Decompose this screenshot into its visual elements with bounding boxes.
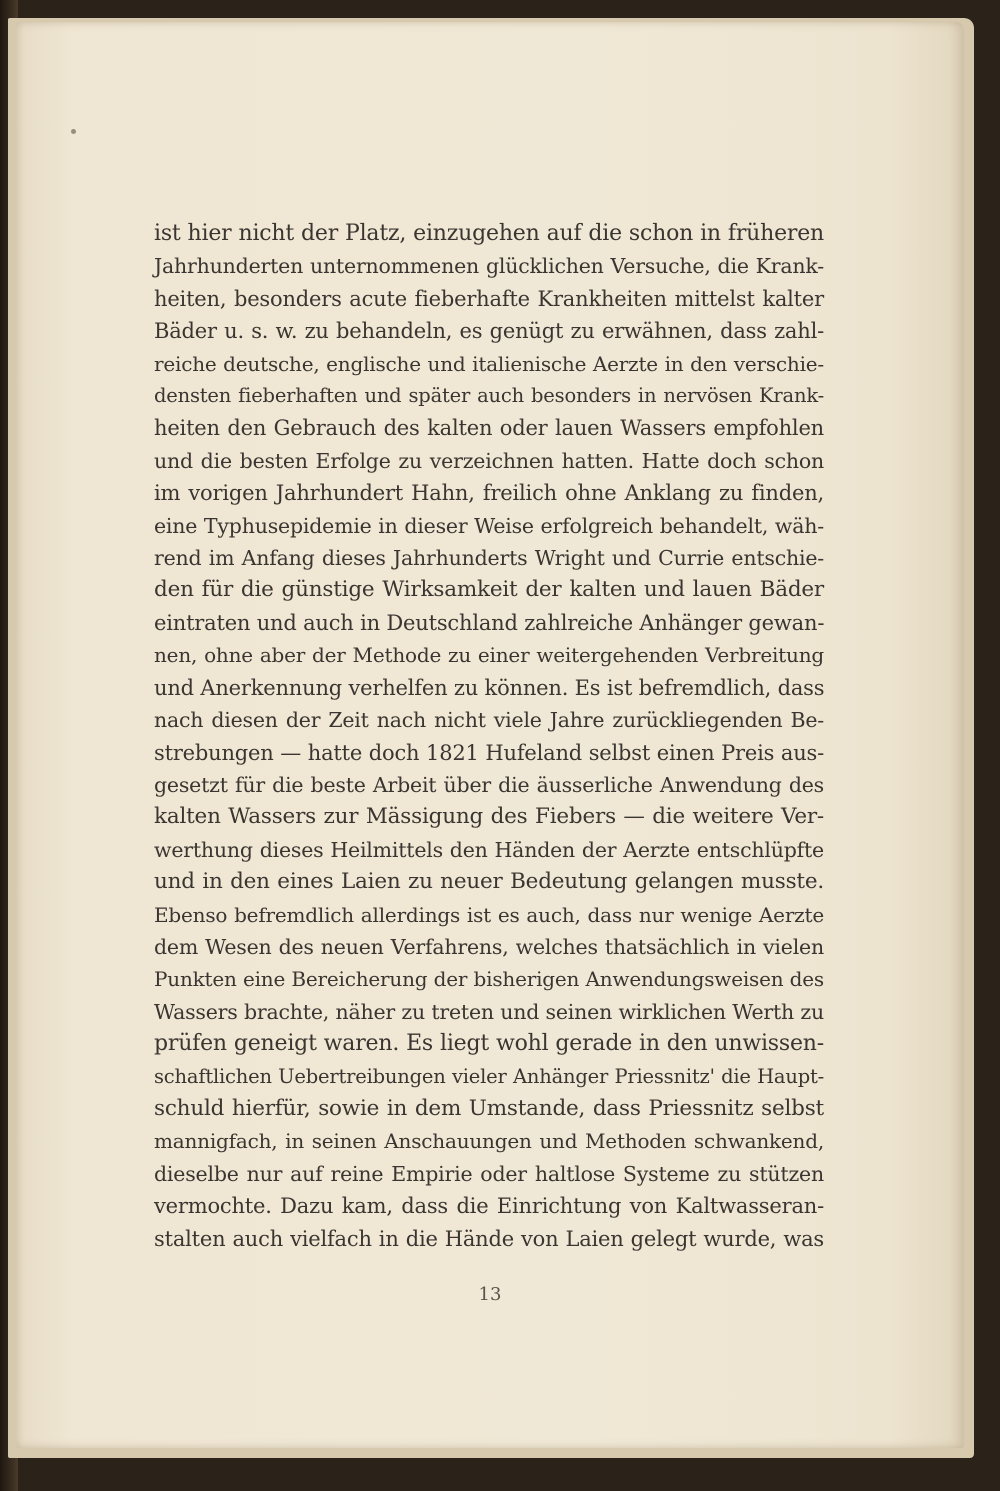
text-line: und in den eines Laien zu neuer Bedeutung gelangen musste. [154, 869, 824, 895]
book-page [16, 22, 964, 1448]
text-line: eine Typhusepidemie in dieser Weise erfolgreich behandelt, wäh- [154, 513, 824, 538]
text-line: Jahrhunderten unternommenen glücklichen Versuche, die Krank- [154, 254, 824, 279]
text-line: Ebenso befremdlich allerdings ist es auch, dass nur wenige Aerzte [154, 902, 824, 927]
text-line: Punkten eine Bereicherung der bisherigen Anwendungsweisen des [154, 967, 824, 992]
page-number: 13 [478, 1284, 502, 1305]
text-line: rend im Anfang dieses Jahrhunderts Wright und Currie entschie- [154, 546, 824, 571]
text-line: schuld hierfür, sowie in dem Umstande, dass Priessnitz selbst [154, 1095, 824, 1121]
text-line: stalten auch vielfach in die Hände von Laien gelegt wurde, was [154, 1226, 824, 1251]
text-line: Bäder u. s. w. zu behandeln, es genügt zu erwähnen, dass zahl- [154, 319, 824, 344]
text-line: reiche deutsche, englische und italienische Aerzte in den verschie- [154, 351, 824, 376]
text-line: eintraten und auch in Deutschland zahlreiche Anhänger gewan- [154, 610, 825, 635]
text-line: Wassers brachte, näher zu treten und seinen wirklichen Werth zu [154, 999, 824, 1024]
text-line: nen, ohne aber der Methode zu einer weitergehenden Verbreitung [154, 643, 824, 668]
text-line: dem Wesen des neuen Verfahrens, welches thatsächlich in vielen [154, 934, 824, 959]
text-line: heiten, besonders acute fieberhafte Krankheiten mittelst kalter [154, 286, 824, 311]
text-line: mannigfach, in seinen Anschauungen und Methoden schwankend, [154, 1129, 824, 1154]
text-line: strebungen — hatte doch 1821 Hufeland selbst einen Preis aus- [154, 740, 824, 765]
text-line: ist hier nicht der Platz, einzugehen auf die schon in früheren [154, 221, 824, 246]
text-line: dieselbe nur auf reine Empirie oder haltlose Systeme zu stützen [154, 1161, 824, 1186]
text-line: und die besten Erfolge zu verzeichnen hatten. Hatte doch schon [154, 448, 824, 473]
text-line: heiten den Gebrauch des kalten oder lauen Wassers empfohlen [154, 416, 824, 441]
paper-speck [71, 129, 76, 134]
text-line: nach diesen der Zeit nach nicht viele Jahre zurückliegenden Be- [154, 708, 824, 733]
text-line: vermochte. Dazu kam, dass die Einrichtung von Kaltwasseran- [154, 1194, 824, 1219]
text-line: im vorigen Jahrhundert Hahn, freilich ohne Anklang zu finden, [154, 481, 824, 506]
text-line: werthung dieses Heilmittels den Händen der Aerzte entschlüpfte [154, 837, 824, 862]
text-line: den für die günstige Wirksamkeit der kalten und lauen Bäder [154, 577, 824, 603]
text-line: kalten Wassers zur Mässigung des Fiebers — die weitere Ver- [154, 804, 824, 830]
text-line: schaftlichen Uebertreibungen vieler Anhänger Priessnitz' die Haupt- [154, 1064, 824, 1088]
text-line: und Anerkennung verhelfen zu können. Es ist befremdlich, dass [154, 675, 825, 700]
text-line: densten fieberhaften und später auch besonders in nervösen Krank- [154, 384, 824, 408]
text-line: gesetzt für die beste Arbeit über die äusserliche Anwendung des [154, 772, 824, 797]
text-line: prüfen geneigt waren. Es liegt wohl gerade in den unwissen- [154, 1031, 824, 1057]
body-text [154, 218, 824, 1255]
